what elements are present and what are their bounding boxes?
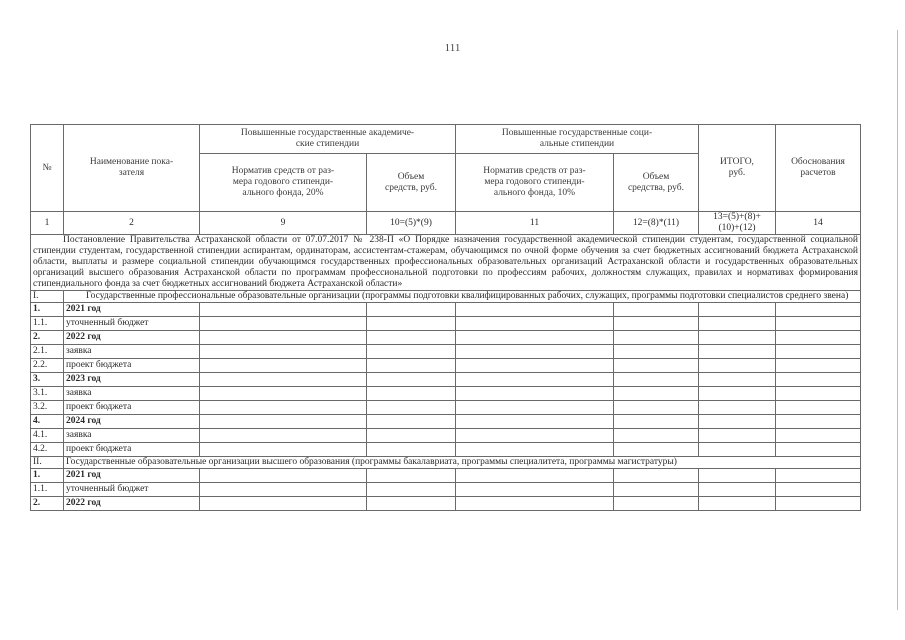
value-cell	[456, 373, 614, 387]
value-cell	[200, 317, 367, 331]
header-academic-stipends: Повышенные государственные академиче- ские стипендии	[200, 125, 456, 154]
section-number: II.	[31, 457, 64, 469]
value-cell	[200, 401, 367, 415]
value-cell	[367, 469, 456, 483]
value-cell	[776, 443, 861, 457]
value-cell	[614, 373, 699, 387]
value-cell	[614, 331, 699, 345]
column-number-row	[31, 212, 861, 235]
value-cell	[614, 317, 699, 331]
table-row	[31, 359, 861, 373]
column-number: 10=(5)*(9)	[367, 212, 456, 235]
value-cell	[456, 317, 614, 331]
value-cell	[456, 401, 614, 415]
column-number: 9	[200, 212, 367, 235]
value-cell	[776, 497, 861, 511]
row-label: заявка	[64, 429, 200, 443]
table-row	[31, 469, 861, 483]
value-cell	[776, 469, 861, 483]
value-cell	[699, 359, 776, 373]
value-cell	[699, 345, 776, 359]
value-cell	[456, 345, 614, 359]
table-row	[31, 443, 861, 457]
value-cell	[456, 443, 614, 457]
value-cell	[367, 497, 456, 511]
value-cell	[200, 359, 367, 373]
value-cell	[776, 483, 861, 497]
value-cell	[699, 497, 776, 511]
value-cell	[699, 387, 776, 401]
row-label: заявка	[64, 387, 200, 401]
value-cell	[367, 429, 456, 443]
value-cell	[367, 373, 456, 387]
value-cell	[200, 345, 367, 359]
header-social-norm: Норматив средств от раз- мера годового стипенди- ального фонда, 10%	[456, 154, 614, 212]
value-cell	[699, 303, 776, 317]
table-row	[31, 303, 861, 317]
value-cell	[200, 443, 367, 457]
value-cell	[456, 469, 614, 483]
header-academic-volume: Объем средств, руб.	[367, 154, 456, 212]
row-label: 2021 год	[64, 469, 200, 483]
row-label: 2024 год	[64, 415, 200, 429]
table-row	[31, 483, 861, 497]
row-number: 2.	[31, 497, 64, 511]
value-cell	[776, 317, 861, 331]
value-cell	[200, 303, 367, 317]
value-cell	[776, 359, 861, 373]
value-cell	[456, 359, 614, 373]
column-number: 14	[776, 212, 861, 235]
row-label: 2022 год	[64, 497, 200, 511]
value-cell	[367, 415, 456, 429]
value-cell	[699, 401, 776, 415]
row-number: 1.	[31, 469, 64, 483]
value-cell	[200, 497, 367, 511]
value-cell	[699, 443, 776, 457]
row-label: 2022 год	[64, 331, 200, 345]
regulation-description: Постановление Правительства Астраханской области от 07.07.2017 № 238-П «О Порядке назначения государственной академической стипендии студентам, государственной социальной стипендии студентам, государственной стипендии аспирантам, ординаторам, ассистентам-стажерам, обучающимся по очной форме обучения за счет бюджетных ассигнований бюджета Астраханской области, выплаты и размере социальной стипендии обучающимся государственных профессиональных образовательных организаций Астраханской области и государственных образовательных организаций высшего образования Астраханской области по программам профессиональной подготовки по профессиям рабочих, должностям служащих, правилах и нормативах формирования стипендиального фонда за счет бюджетных ассигнований бюджета Астраханской области»	[31, 235, 861, 291]
row-number: 4.1.	[31, 429, 64, 443]
value-cell	[776, 387, 861, 401]
row-number: 3.1.	[31, 387, 64, 401]
scan-edge-line	[897, 30, 898, 610]
value-cell	[367, 317, 456, 331]
column-number: 12=(8)*(11)	[614, 212, 699, 235]
value-cell	[614, 497, 699, 511]
value-cell	[776, 373, 861, 387]
row-number: 4.	[31, 415, 64, 429]
row-label: 2021 год	[64, 303, 200, 317]
value-cell	[367, 345, 456, 359]
value-cell	[614, 359, 699, 373]
value-cell	[614, 443, 699, 457]
table-row	[31, 373, 861, 387]
value-cell	[456, 429, 614, 443]
header-no: №	[31, 125, 64, 212]
value-cell	[614, 483, 699, 497]
column-number: 11	[456, 212, 614, 235]
value-cell	[699, 483, 776, 497]
value-cell	[699, 331, 776, 345]
page-number: 111	[444, 42, 461, 54]
value-cell	[614, 303, 699, 317]
value-cell	[456, 387, 614, 401]
row-number: 1.1.	[31, 317, 64, 331]
value-cell	[200, 429, 367, 443]
column-number: 1	[31, 212, 64, 235]
value-cell	[776, 401, 861, 415]
value-cell	[367, 303, 456, 317]
row-label: 2023 год	[64, 373, 200, 387]
header-social-volume: Объем средства, руб.	[614, 154, 699, 212]
section-number: I.	[31, 291, 64, 303]
stipend-budget-table	[30, 124, 861, 511]
value-cell	[367, 443, 456, 457]
header-justification: Обоснования расчетов	[776, 125, 861, 212]
value-cell	[699, 317, 776, 331]
table-row	[31, 317, 861, 331]
value-cell	[776, 429, 861, 443]
value-cell	[699, 429, 776, 443]
value-cell	[367, 359, 456, 373]
value-cell	[200, 415, 367, 429]
value-cell	[200, 483, 367, 497]
row-label: уточненный бюджет	[64, 317, 200, 331]
table-row	[31, 415, 861, 429]
row-label: проект бюджета	[64, 443, 200, 457]
row-label: проект бюджета	[64, 359, 200, 373]
row-label: проект бюджета	[64, 401, 200, 415]
value-cell	[699, 469, 776, 483]
header-indicator-name: Наименование пока- зателя	[64, 125, 200, 212]
table-row	[31, 331, 861, 345]
table-row	[31, 401, 861, 415]
value-cell	[456, 303, 614, 317]
value-cell	[614, 415, 699, 429]
value-cell	[614, 469, 699, 483]
header-academic-norm: Норматив средств от раз- мера годового стипенди- ального фонда, 20%	[200, 154, 367, 212]
header-social-stipends: Повышенные государственные соци- альные стипендии	[456, 125, 699, 154]
value-cell	[614, 429, 699, 443]
value-cell	[699, 415, 776, 429]
column-number: 13=(5)+(8)+ (10)+(12)	[699, 212, 776, 235]
section-title: Государственные образовательные организации высшего образования (программы бакалавриата, программы специалитета, программы магистратуры)	[64, 457, 861, 469]
row-number: 2.	[31, 331, 64, 345]
value-cell	[614, 401, 699, 415]
row-number: 1.	[31, 303, 64, 317]
value-cell	[200, 373, 367, 387]
value-cell	[200, 469, 367, 483]
value-cell	[367, 483, 456, 497]
value-cell	[699, 373, 776, 387]
value-cell	[367, 331, 456, 345]
row-number: 2.2.	[31, 359, 64, 373]
header-total: ИТОГО, руб.	[699, 125, 776, 212]
section-title: Государственные профессиональные образовательные организации (программы подготовки квалифицированных рабочих, служащих, программы подготовки специалистов среднего звена)	[64, 291, 861, 303]
row-number: 3.2.	[31, 401, 64, 415]
table-row	[31, 387, 861, 401]
value-cell	[456, 415, 614, 429]
table-row	[31, 429, 861, 443]
value-cell	[614, 387, 699, 401]
row-number: 1.1.	[31, 483, 64, 497]
value-cell	[200, 331, 367, 345]
row-label: уточненный бюджет	[64, 483, 200, 497]
value-cell	[456, 497, 614, 511]
value-cell	[456, 331, 614, 345]
value-cell	[456, 483, 614, 497]
row-label: заявка	[64, 345, 200, 359]
row-number: 3.	[31, 373, 64, 387]
column-number: 2	[64, 212, 200, 235]
value-cell	[614, 345, 699, 359]
table-row	[31, 497, 861, 511]
value-cell	[367, 387, 456, 401]
row-number: 2.1.	[31, 345, 64, 359]
value-cell	[776, 303, 861, 317]
row-number: 4.2.	[31, 443, 64, 457]
value-cell	[776, 331, 861, 345]
value-cell	[200, 387, 367, 401]
value-cell	[776, 415, 861, 429]
value-cell	[776, 345, 861, 359]
value-cell	[367, 401, 456, 415]
table-row	[31, 345, 861, 359]
